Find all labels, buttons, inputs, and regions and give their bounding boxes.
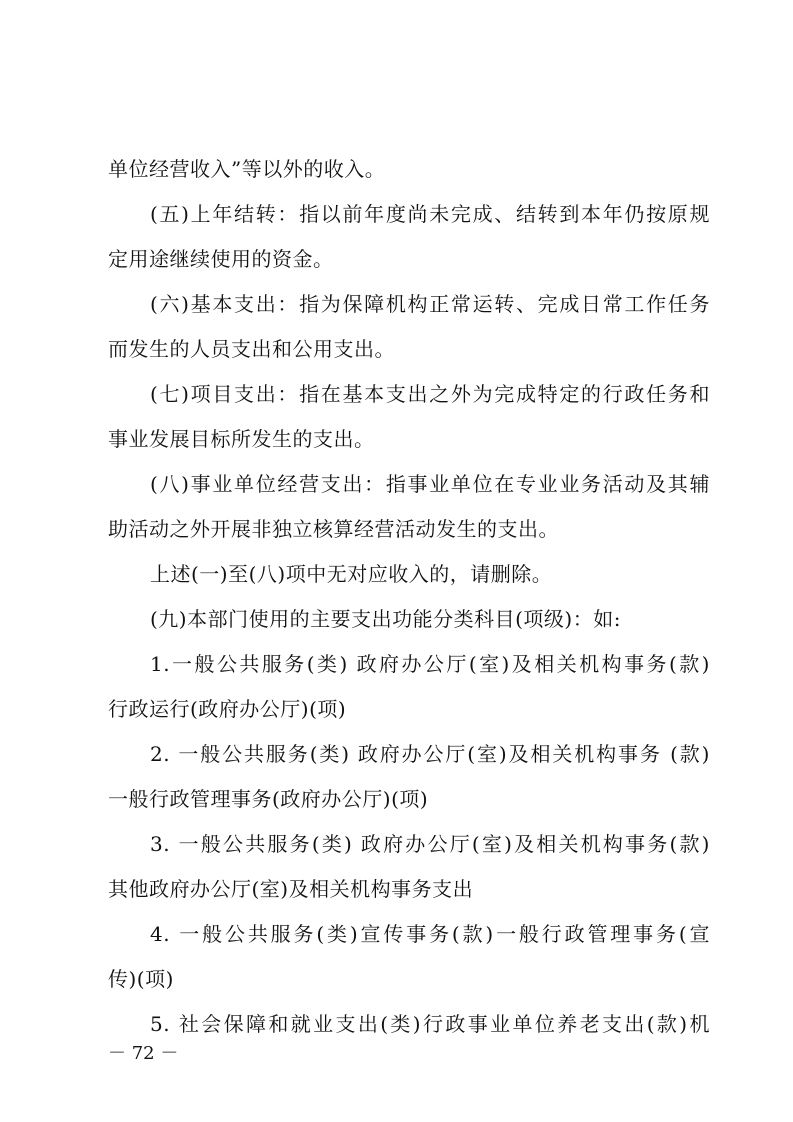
paragraph-9-line-0: 3. 一般公共服务(类) 政府办公厅(室)及相关机构事务(款) <box>150 832 710 856</box>
paragraph-11-line-0: 5. 社会保障和就业支出(类)行政事业单位养老支出(款)机 <box>150 1012 710 1036</box>
paragraph-9-line-1: 其他政府办公厅(室)及相关机构事务支出 <box>108 877 474 901</box>
paragraph-3-line-0: (七)项目支出：指在基本支出之外为完成特定的行政任务和 <box>150 382 710 406</box>
paragraph-10-line-1: 传)(项) <box>108 967 174 991</box>
paragraph-7-line-1: 行政运行(政府办公厅)(项) <box>108 697 347 721</box>
paragraph-2-line-1: 而发生的人员支出和公用支出。 <box>108 337 395 361</box>
paragraph-2-line-0: (六)基本支出：指为保障机构正常运转、完成日常工作任务 <box>150 292 710 316</box>
paragraph-6-line-0: (九)本部门使用的主要支出功能分类科目(项级)：如: <box>150 607 621 631</box>
paragraph-1-line-0: (五)上年结转：指以前年度尚未完成、结转到本年仍按原规 <box>150 202 710 226</box>
paragraph-8-line-0: 2. 一般公共服务(类) 政府办公厅(室)及相关机构事务 (款) <box>150 742 710 766</box>
paragraph-3-line-1: 事业发展目标所发生的支出。 <box>108 427 375 451</box>
paragraph-5-line-0: 上述(一)至(八)项中无对应收入的，请删除。 <box>150 562 553 586</box>
paragraph-0-line-0: 单位经营收入”等以外的收入。 <box>108 157 386 181</box>
paragraph-4-line-0: (八)事业单位经营支出：指事业单位在专业业务活动及其辅 <box>150 472 710 496</box>
paragraph-10-line-0: 4. 一般公共服务(类)宣传事务(款)一般行政管理事务(宣 <box>150 922 710 946</box>
page-number: － 72 － <box>108 1043 179 1064</box>
paragraph-8-line-1: 一般行政管理事务(政府办公厅)(项) <box>108 787 429 811</box>
paragraph-1-line-1: 定用途继续使用的资金。 <box>108 247 334 271</box>
paragraph-4-line-1: 助活动之外开展非独立核算经营活动发生的支出。 <box>108 517 559 541</box>
paragraph-7-line-0: 1.一般公共服务(类) 政府办公厅(室)及相关机构事务(款) <box>150 652 710 676</box>
